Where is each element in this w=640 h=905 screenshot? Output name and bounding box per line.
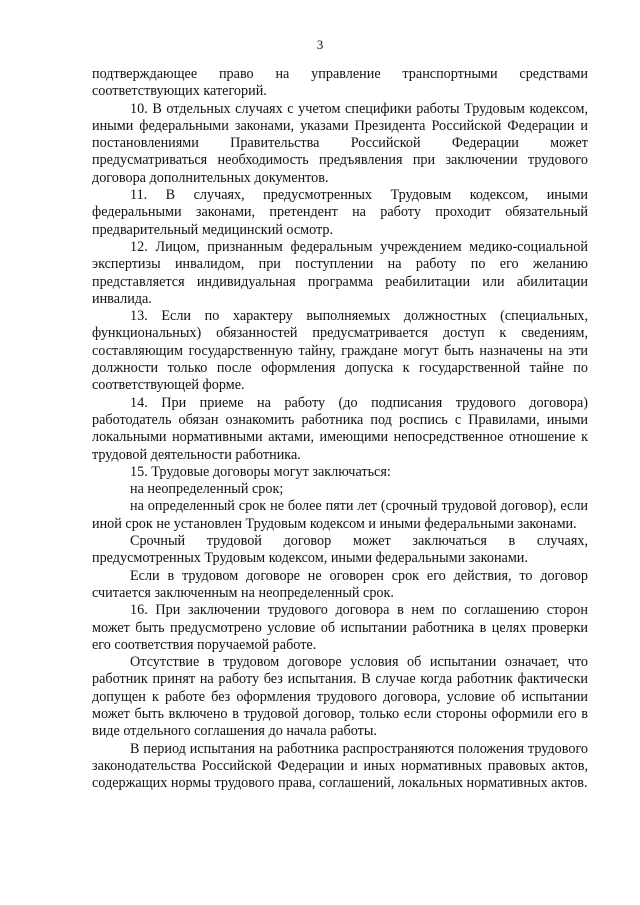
paragraph-continuation: подтверждающее право на управление транспортными средствами соответствующих категорий.	[92, 66, 588, 100]
paragraph-item-15: 15. Трудовые договоры могут заключаться:	[130, 463, 391, 480]
paragraph-no-probation: Отсутствие в трудовом договоре условия об испытании означает, что работник принят на работу без испытания. В случае когда работник фактически допущен к работе без оформления трудового договора, условие об испытании может быть включено в трудовой договор, только если стороны оформили его в виде отдельного соглашения до начала работы.	[92, 654, 588, 740]
paragraph-item-11: 11. В случаях, предусмотренных Трудовым кодексом, иными федеральными законами, претендент на работу проходит обязательный предварительный медицинский осмотр.	[92, 187, 588, 238]
paragraph-indefinite-term: на неопределенный срок;	[130, 481, 284, 498]
paragraph-item-16: 16. При заключении трудового договора в нем по соглашению сторон может быть предусмотрено условие об испытании работника в целях проверки его соответствия поручаемой работе.	[92, 602, 588, 653]
paragraph-fixed-term: на определенный срок не более пяти лет (срочный трудовой договор), если иной срок не установлен Трудовым кодексом и иными федеральными законами.	[92, 498, 588, 532]
page-body	[92, 66, 588, 792]
paragraph-item-14: 14. При приеме на работу (до подписания трудового договора) работодатель обязан ознакомить работника под роспись с Правилами, иными локальными нормативными актами, имеющими непосредственное отношение к трудовой деятельности работника.	[92, 394, 588, 463]
page-number: 3	[316, 37, 324, 52]
paragraph-item-13: 13. Если по характеру выполняемых должностных (специальных, функциональных) обязанностей предусматривается доступ к сведениям, составляющим государственную тайну, граждане могут быть назначены на эти должности только после оформления допуска к государственной тайне по соответствующей форме.	[92, 308, 588, 394]
paragraph-unspecified-term: Если в трудовом договоре не оговорен срок его действия, то договор считается заключенным на неопределенный срок.	[92, 567, 588, 601]
paragraph-item-10: 10. В отдельных случаях с учетом специфики работы Трудовым кодексом, иными федеральными законами, указами Президента Российской Федерации и постановлениями Правительства Российской Федерации может предусматриваться необходимость предъявления при заключении трудового договора дополнительных документов.	[92, 100, 588, 186]
paragraph-probation-period: В период испытания на работника распространяются положения трудового законодательства Российской Федерации и иных нормативных правовых актов, содержащих нормы трудового права, соглашений, локальных нормативных актов.	[92, 740, 588, 792]
paragraph-fixed-term-cases: Срочный трудовой договор может заключаться в случаях, предусмотренных Трудовым кодексом, иными федеральными законами.	[92, 533, 588, 567]
paragraph-item-12: 12. Лицом, признанным федеральным учреждением медико-социальной экспертизы инвалидом, при поступлении на работу по его желанию представляется индивидуальная программа реабилитации или абилитации инвалида.	[92, 238, 588, 307]
